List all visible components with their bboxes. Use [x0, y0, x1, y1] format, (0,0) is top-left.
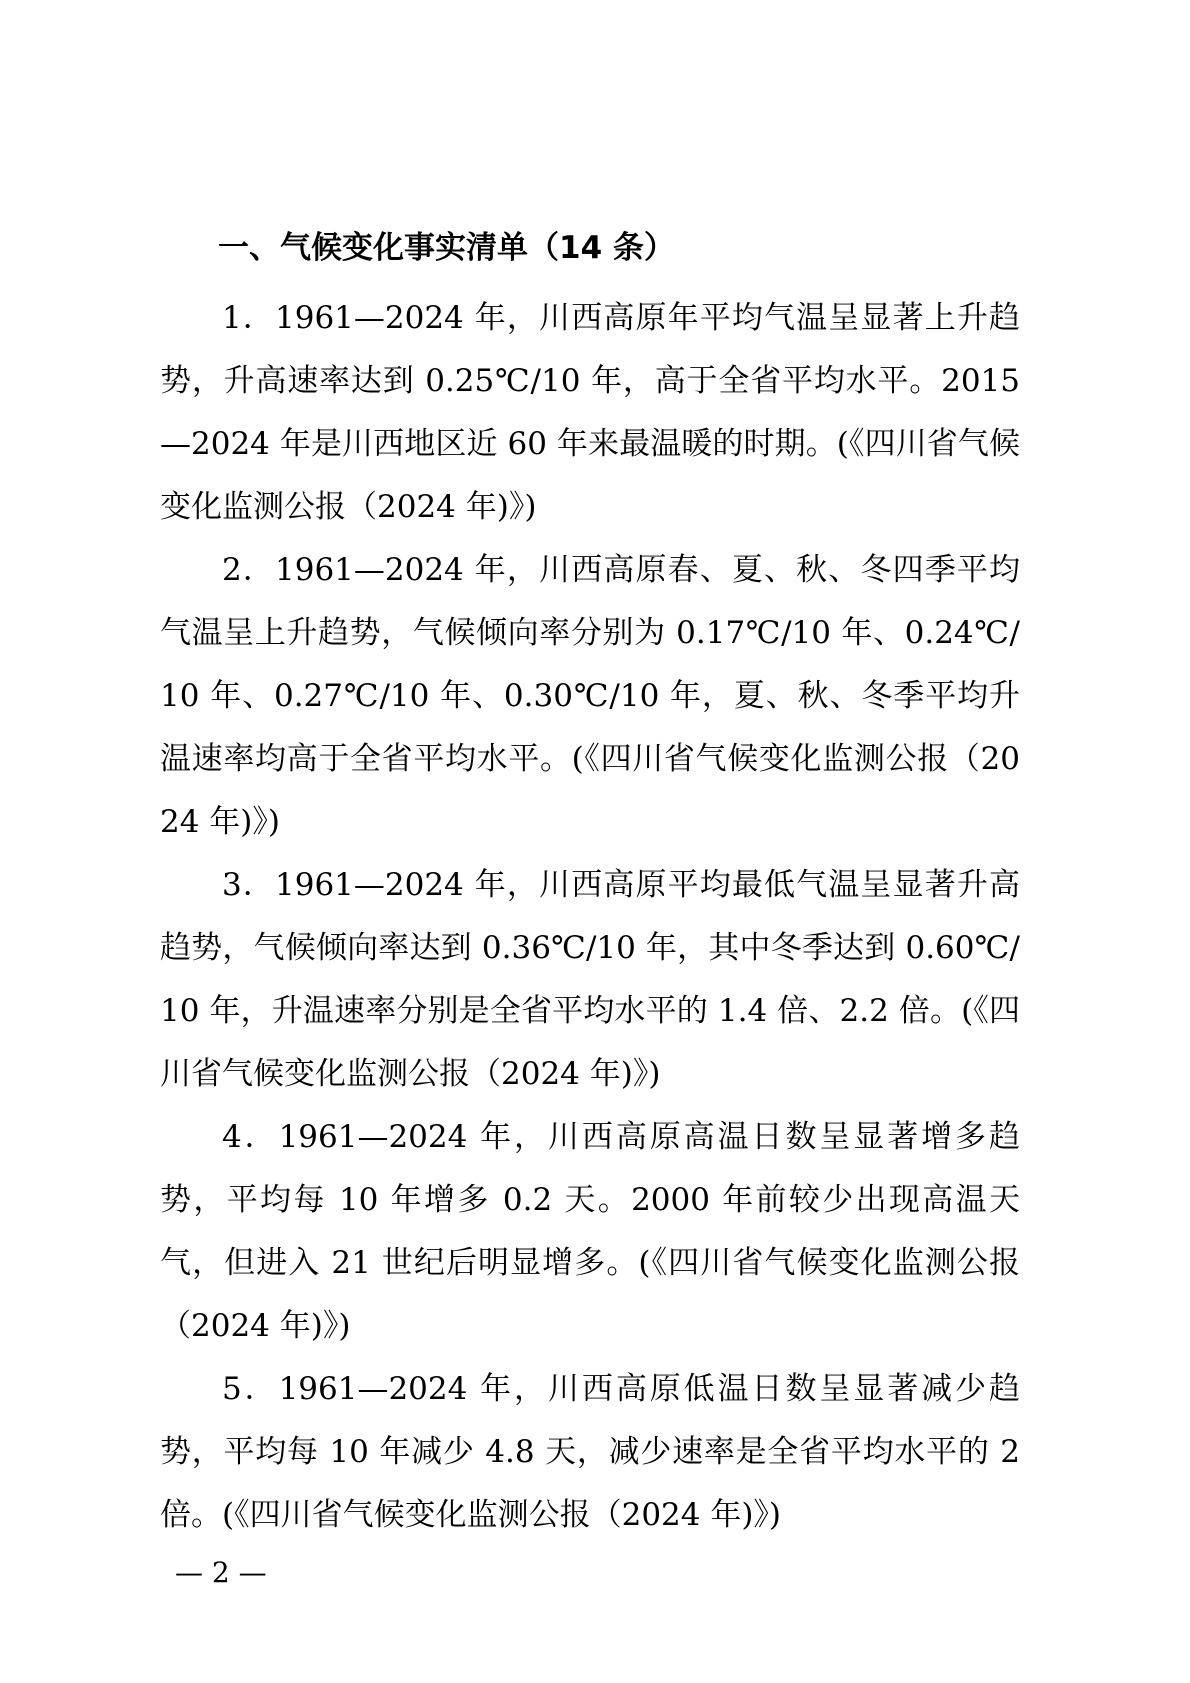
page-number: — 2 — [175, 1556, 267, 1589]
fact-list [160, 287, 1020, 1547]
fact-item-5: 5．1961—2024 年，川西高原低温日数呈显著减少趋势，平均每 10 年减少 4.8 天，减少速率是全省平均水平的 2 倍。(《四川省气候变化监测公报（2024 年)》) [160, 1371, 1020, 1533]
fact-item-1: 1．1961—2024 年，川西高原年平均气温呈显著上升趋势，升高速率达到 0.25℃/10 年，高于全省平均水平。2015—2024 年是川西地区近 60 年来最温暖的时期。(《四川省气候变化监测公报（2024 年)》) [160, 300, 1020, 525]
fact-item-4: 4．1961—2024 年，川西高原高温日数呈显著增多趋势，平均每 10 年增多 0.2 天。2000 年前较少出现高温天气，但进入 21 世纪后明显增多。(《四川省气候变化监测公报（2024 年)》) [160, 1119, 1020, 1344]
section-heading: 一、气候变化事实清单（14 条） [218, 230, 675, 266]
fact-item-3: 3．1961—2024 年，川西高原平均最低气温呈显著升高趋势，气候倾向率达到 0.36℃/10 年，其中冬季达到 0.60℃/10 年，升温速率分别是全省平均水平的 1.4 倍、2.2 倍。(《四川省气候变化监测公报（2024 年)》) [160, 867, 1020, 1092]
fact-item-2: 2．1961—2024 年，川西高原春、夏、秋、冬四季平均气温呈上升趋势，气候倾向率分别为 0.17℃/10 年、0.24℃/10 年、0.27℃/10 年、0.30℃/10 年，夏、秋、冬季平均升温速率均高于全省平均水平。(《四川省气候变化监测公报（2024 年)》) [160, 552, 1020, 840]
